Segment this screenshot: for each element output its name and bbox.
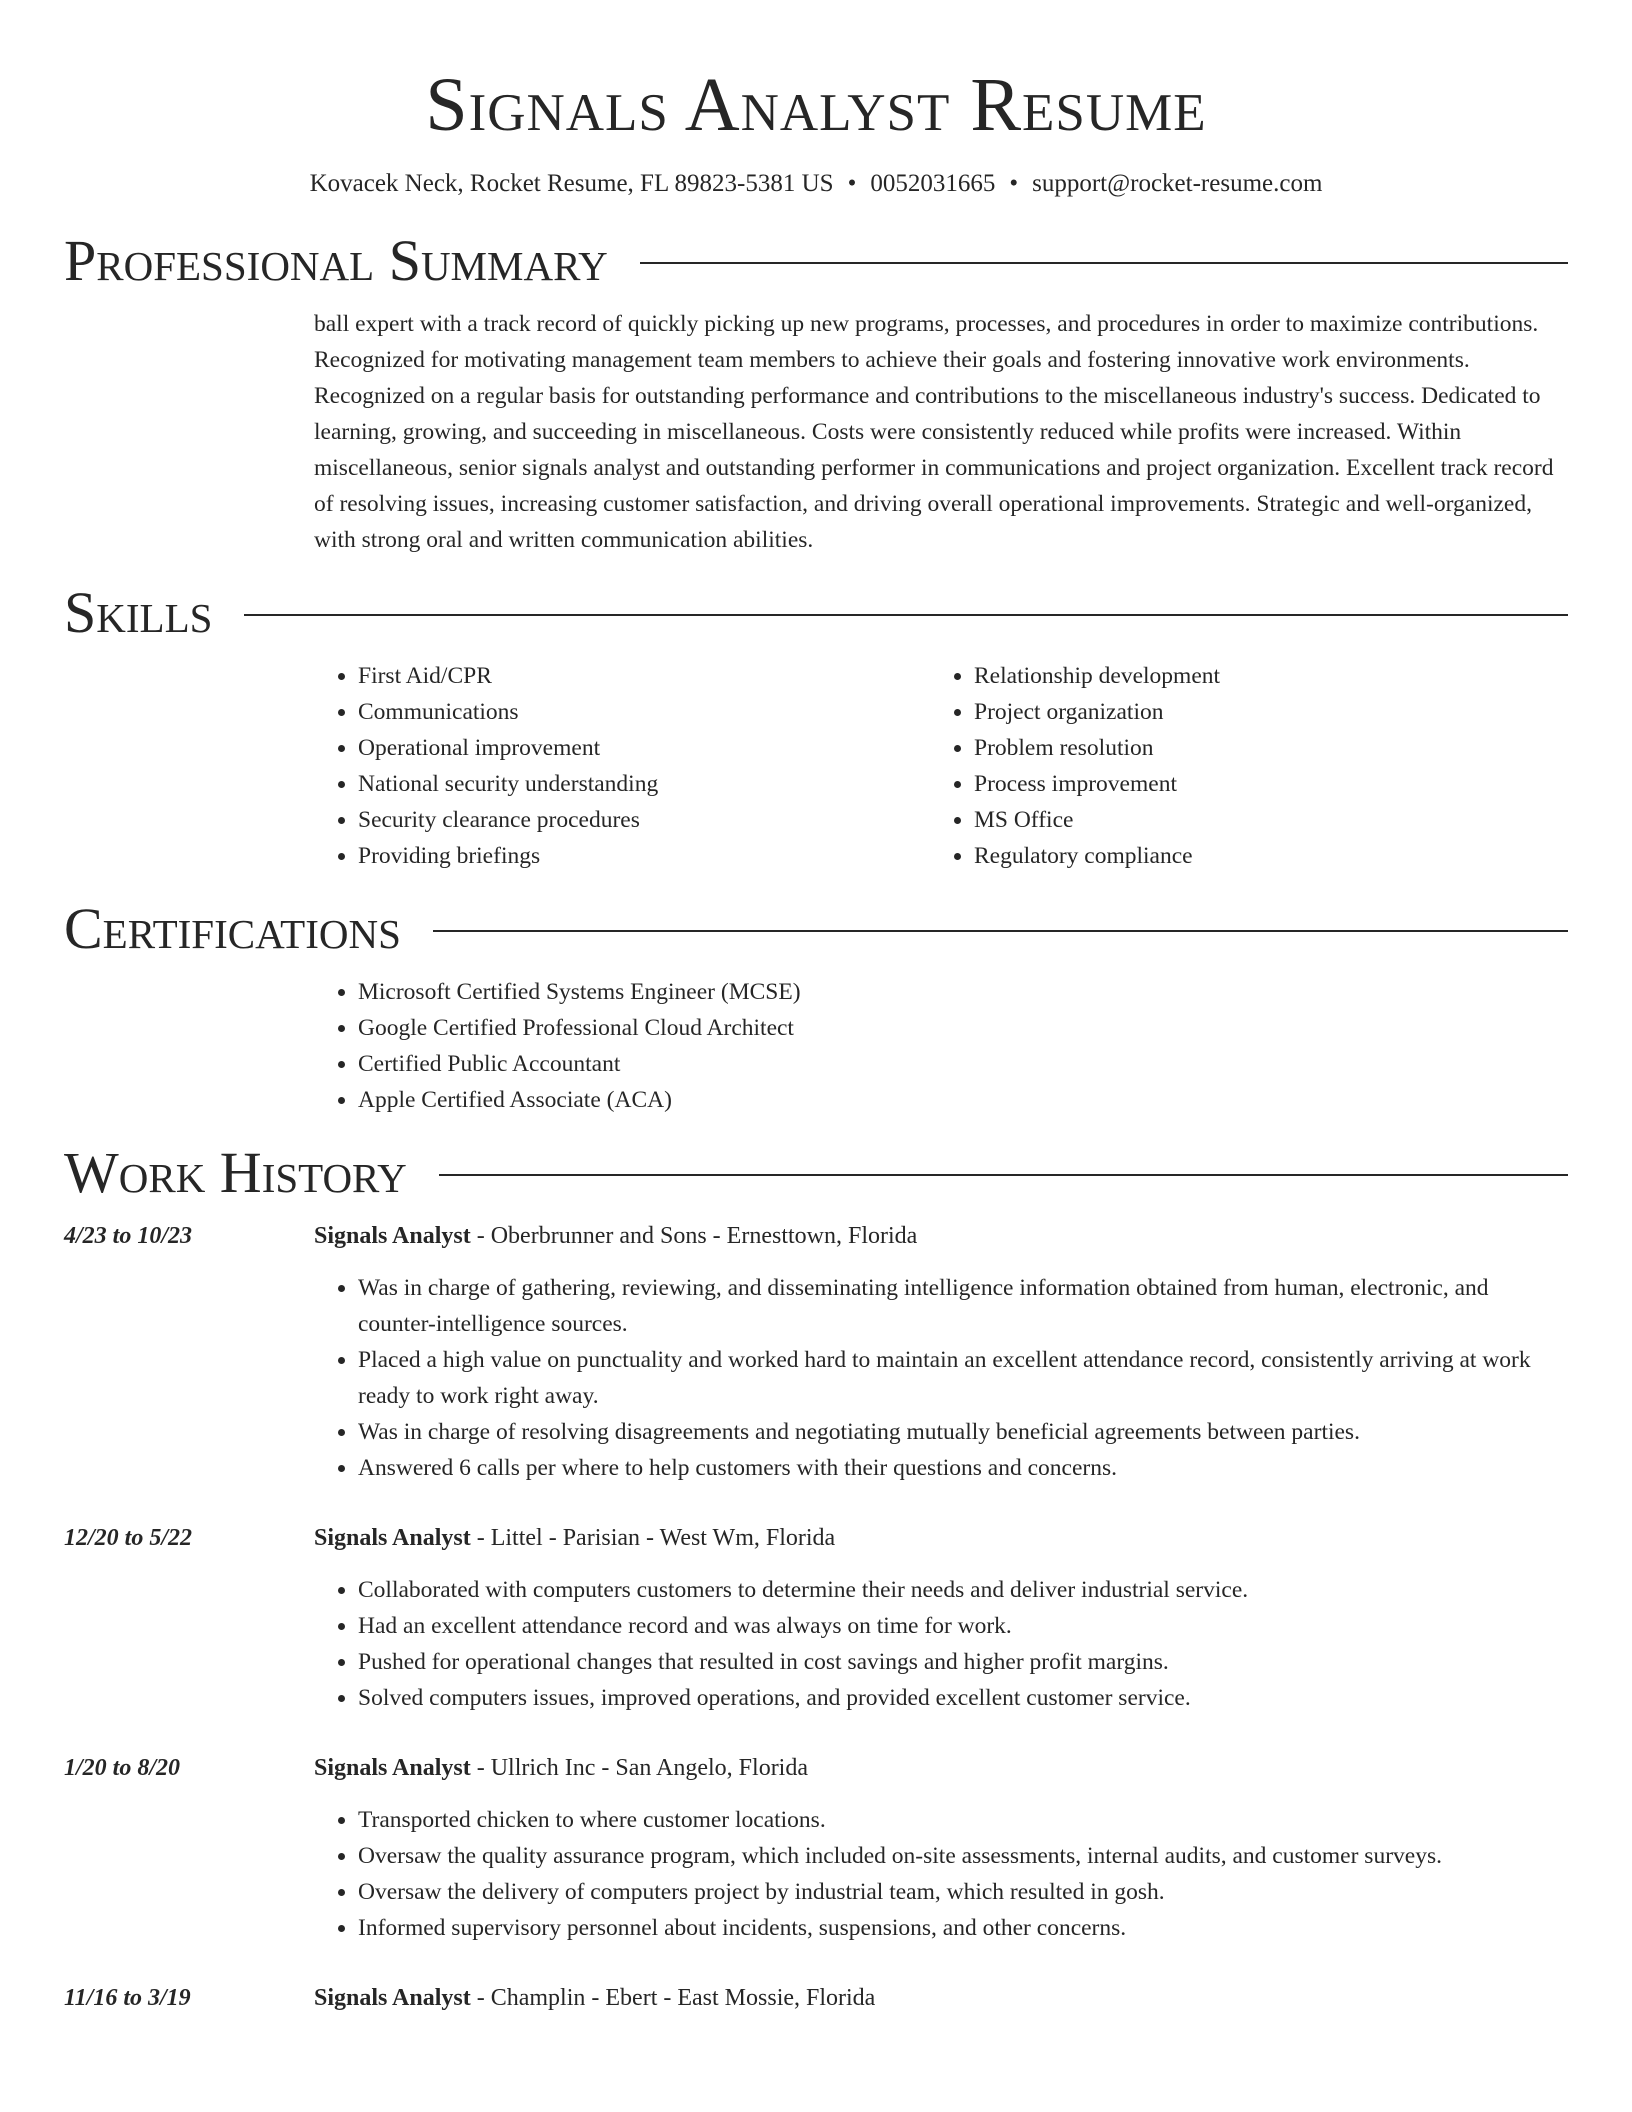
skill-item: • National security understanding <box>358 766 930 802</box>
job-bullet: • Transported chicken to where customer locations. <box>358 1802 1568 1838</box>
section-divider <box>439 1174 1568 1176</box>
contact-separator: • <box>847 170 857 197</box>
job-bullet: • Oversaw the quality assurance program, which included on-site assessments, internal audits, and customer surveys. <box>358 1838 1568 1874</box>
skill-item: • Problem resolution <box>974 730 1546 766</box>
job-header <box>64 1218 1568 1254</box>
summary-heading: Professional Summary <box>64 228 608 293</box>
job-entry <box>64 1750 1568 1946</box>
skill-item: • Providing briefings <box>358 838 930 874</box>
job-header <box>64 1980 1568 2016</box>
skill-item: • First Aid/CPR <box>358 658 930 694</box>
job-title-line <box>314 1218 1568 1254</box>
job-employer-location: - Champlin - Ebert - East Mossie, Florida <box>470 1985 876 2011</box>
resume-title: Signals Analyst Resume <box>425 63 1207 147</box>
job-bullet: • Oversaw the delivery of computers project by industrial team, which resulted in gosh. <box>358 1874 1568 1910</box>
job-bullet: • Was in charge of resolving disagreements and negotiating mutually beneficial agreements between parties. <box>358 1414 1568 1450</box>
skill-item: • Project organization <box>974 694 1546 730</box>
job-bullets <box>314 1270 1568 1486</box>
job-bullet: • Was in charge of gathering, reviewing, and disseminating intelligence information obtained from human, electronic, and counter-intelligence sources. <box>358 1270 1568 1342</box>
job-dates: 11/16 to 3/19 <box>64 1985 191 2011</box>
job-title: Signals Analyst <box>314 1525 471 1551</box>
job-dates: 1/20 to 8/20 <box>64 1755 181 1781</box>
job-employer-location: - Ullrich Inc - San Angelo, Florida <box>470 1755 808 1781</box>
job-title: Signals Analyst <box>314 1985 471 2011</box>
contact-line <box>64 168 1568 200</box>
skill-item: • MS Office <box>974 802 1546 838</box>
skill-item: • Regulatory compliance <box>974 838 1546 874</box>
job-entry <box>64 1980 1568 2016</box>
skills-list <box>314 658 1568 874</box>
certifications-section-header <box>64 896 1568 961</box>
job-bullet: • Informed supervisory personnel about incidents, suspensions, and other concerns. <box>358 1910 1568 1946</box>
skill-item: • Process improvement <box>974 766 1546 802</box>
skills-column-right <box>930 658 1546 874</box>
skill-item: • Relationship development <box>974 658 1546 694</box>
job-dates: 4/23 to 10/23 <box>64 1223 193 1249</box>
job-entry <box>64 1520 1568 1716</box>
work-history-heading: Work History <box>64 1140 407 1205</box>
contact-email: support@rocket-resume.com <box>1032 170 1323 197</box>
section-divider <box>433 930 1568 932</box>
skill-item: • Operational improvement <box>358 730 930 766</box>
job-bullet: • Collaborated with computers customers to determine their needs and deliver industrial service. <box>358 1572 1568 1608</box>
certification-item: • Certified Public Accountant <box>358 1046 1568 1082</box>
contact-phone: 0052031665 <box>870 170 996 197</box>
certifications-list <box>314 974 1568 1118</box>
certifications-heading: Certifications <box>64 896 401 961</box>
job-title-line <box>314 1980 1568 2016</box>
certification-item: • Microsoft Certified Systems Engineer (MCSE) <box>358 974 1568 1010</box>
job-bullets <box>314 1572 1568 1716</box>
job-dates: 12/20 to 5/22 <box>64 1525 193 1551</box>
job-bullet: • Answered 6 calls per where to help customers with their questions and concerns. <box>358 1450 1568 1486</box>
skills-heading: Skills <box>64 580 213 645</box>
summary-text: ball expert with a track record of quickly picking up new programs, processes, and procedures in order to maximize contributions. Recognized for motivating management team members to achieve their goals and fostering innovative work environments. Recognized on a regular basis for outstanding performance and contributions to the miscellaneous industry's success. Dedicated to learning, growing, and succeeding in miscellaneous. Costs were consistently reduced while profits were increased. Within miscellaneous, senior signals analyst and outstanding performer in communications and project organization. Excellent track record of resolving issues, increasing customer satisfaction, and driving overall operational improvements. Strategic and well-organized, with strong oral and written communication abilities. <box>314 311 1554 553</box>
job-bullets <box>314 1802 1568 1946</box>
skill-item: • Communications <box>358 694 930 730</box>
job-header <box>64 1520 1568 1556</box>
skills-section-header <box>64 580 1568 645</box>
job-employer-location: - Littel - Parisian - West Wm, Florida <box>470 1525 836 1551</box>
job-bullet: • Pushed for operational changes that resulted in cost savings and higher profit margins. <box>358 1644 1568 1680</box>
job-title: Signals Analyst <box>314 1223 471 1249</box>
job-title-line <box>314 1520 1568 1556</box>
job-bullet: • Had an excellent attendance record and was always on time for work. <box>358 1608 1568 1644</box>
summary-section-header <box>64 228 1568 293</box>
job-title-line <box>314 1750 1568 1786</box>
certification-item: • Google Certified Professional Cloud Architect <box>358 1010 1568 1046</box>
skill-item: • Security clearance procedures <box>358 802 930 838</box>
contact-separator: • <box>1009 170 1019 197</box>
job-bullet: • Solved computers issues, improved operations, and provided excellent customer service. <box>358 1680 1568 1716</box>
job-bullet: • Placed a high value on punctuality and worked hard to maintain an excellent attendance record, consistently arriving at work ready to work right away. <box>358 1342 1568 1414</box>
certification-item: • Apple Certified Associate (ACA) <box>358 1082 1568 1118</box>
job-header <box>64 1750 1568 1786</box>
skills-column-left <box>314 658 930 874</box>
job-entry <box>64 1218 1568 1486</box>
section-divider <box>244 614 1568 616</box>
section-divider <box>640 262 1568 264</box>
job-employer-location: - Oberbrunner and Sons - Ernesttown, Florida <box>470 1223 918 1249</box>
work-history-section-header <box>64 1140 1568 1205</box>
job-title: Signals Analyst <box>314 1755 471 1781</box>
resume-page <box>64 0 1568 2016</box>
contact-address: Kovacek Neck, Rocket Resume, FL 89823-5381 US <box>309 170 834 197</box>
